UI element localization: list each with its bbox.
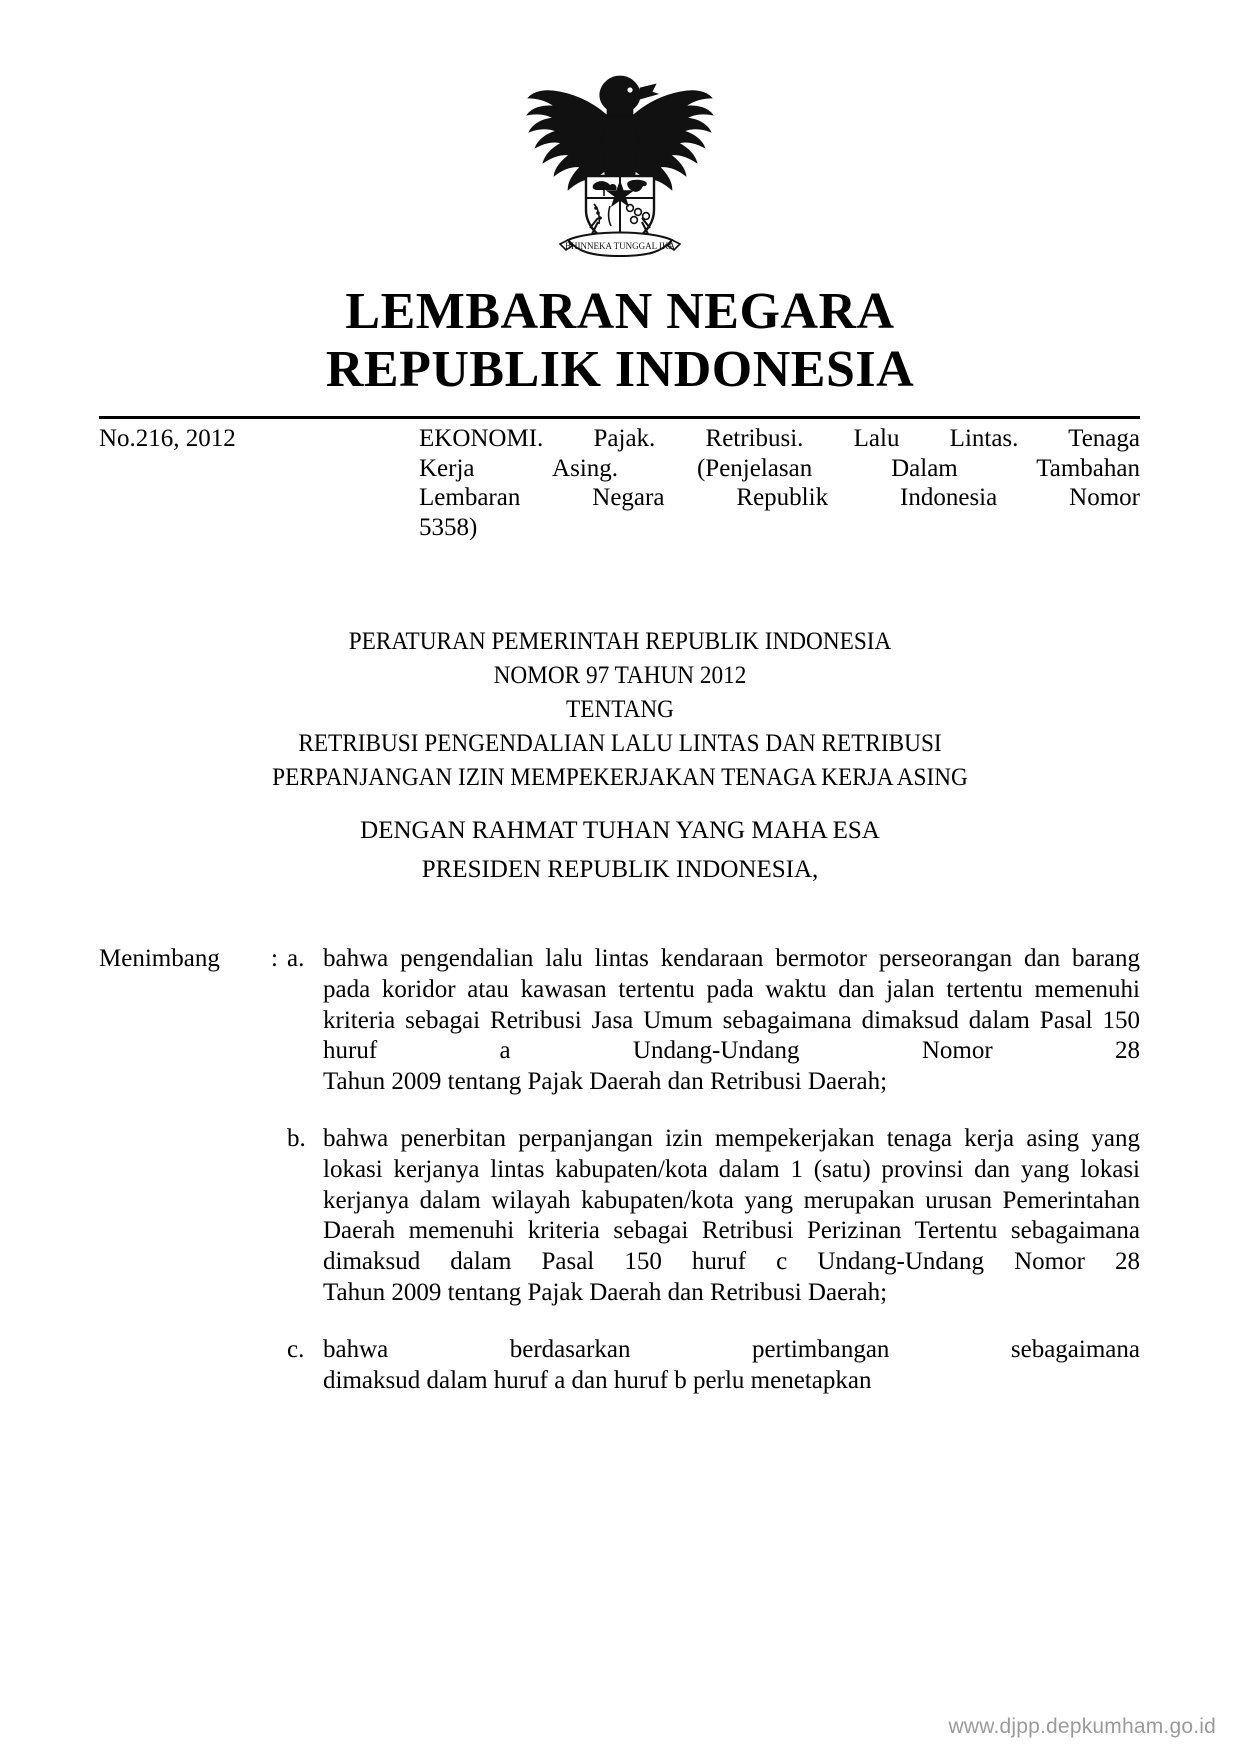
masthead-line-2: REPUBLIK INDONESIA [325, 341, 915, 398]
gazette-number: No.216, 2012 [99, 425, 236, 452]
considering-item-b [99, 1124, 1140, 1309]
gazette-subject [419, 424, 1140, 542]
masthead-line-1: LEMBARAN NEGARA [345, 283, 895, 340]
considering-item-a [99, 944, 1140, 1098]
document-header [99, 424, 1140, 542]
considering-text-a [323, 944, 1140, 1098]
masthead-divider [99, 416, 1140, 419]
considering-text-a-part-1: bahwa pengendalian lalu lintas kendaraan bermotor perseorangan dan barang pada koridor atau kawasan tertentu pada waktu dan jalan tertentu memenuhi kriteria sebagai Retribusi Jasa Umum sebagaimana dimaksud dalam Pasal 150 huruf a Undang-Undang Nomor 28 [323, 945, 1140, 1065]
subject-line-4: 5358) [419, 513, 478, 541]
considering-text-b-part-2: Tahun 2009 tentang Pajak Daerah dan Retribusi Daerah; [323, 1278, 888, 1306]
considering-text-a-part-2: Tahun 2009 tentang Pajak Daerah dan Retribusi Daerah; [323, 1068, 888, 1096]
considering-marker-a: a. [287, 945, 305, 972]
considering-text-c [323, 1335, 1140, 1397]
considering-label: Menimbang [99, 945, 220, 972]
subject-line-2: Kerja Asing. (Penjelasan Dalam Tambahan [419, 454, 1140, 482]
considering-text-b [323, 1124, 1140, 1309]
considering-colon: : [271, 945, 278, 972]
regulation-title-line-1: PERATURAN PEMERINTAH REPUBLIK INDONESIA [348, 628, 892, 655]
considering-text-b-part-1: bahwa penerbitan perpanjangan izin mempekerjakan tenaga kerja asing yang lokasi kerjanya lintas kabupaten/kota dalam 1 (satu) provinsi dan yang lokasi kerjanya dalam wilayah kabupaten/kota yang merupakan urusan Pemerintahan Daerah memenuhi kriteria sebagai Retribusi Perizinan Tertentu sebagaimana dimaksud dalam Pasal 150 huruf c Undang-Undang Nomor 28 [323, 1124, 1140, 1276]
enactment-blessing-line: DENGAN RAHMAT TUHAN YANG MAHA ESA [360, 817, 880, 844]
garuda-pancasila-emblem [520, 58, 720, 263]
regulation-subject-line-1: RETRIBUSI PENGENDALIAN LALU LINTAS DAN RETRIBUSI [298, 730, 942, 757]
considering-text-c-part-2: dimaksud dalam huruf a dan huruf b perlu menetapkan [323, 1366, 872, 1394]
considering-marker-c: c. [287, 1335, 305, 1363]
enactment-block [0, 811, 1240, 889]
footer-watermark: www.djpp.depkumham.go.id [948, 1715, 1216, 1738]
regulation-title-block [0, 625, 1240, 795]
enactment-president-line: PRESIDEN REPUBLIK INDONESIA, [421, 856, 819, 883]
considering-item-c [99, 1335, 1140, 1397]
emblem-motto-text: BHINNEKA TUNGGAL IKA [565, 241, 675, 251]
regulation-tentang-line: TENTANG [566, 696, 674, 723]
regulation-subject-line-2: PERPANJANGAN IZIN MEMPEKERJAKAN TENAGA KERJA ASING [272, 764, 968, 791]
considering-section [99, 944, 1140, 1422]
regulation-number-line: NOMOR 97 TAHUN 2012 [493, 662, 747, 689]
considering-text-c-part-1: bahwa berdasarkan pertimbangan sebagaimana [323, 1335, 1140, 1363]
subject-line-3: Lembaran Negara Republik Indonesia Nomor [419, 484, 1140, 511]
masthead-title [0, 283, 1240, 399]
emblem-container [0, 58, 1240, 263]
considering-marker-b: b. [287, 1124, 306, 1152]
subject-line-1: EKONOMI. Pajak. Retribusi. Lalu Lintas. Tenaga [419, 425, 1140, 452]
